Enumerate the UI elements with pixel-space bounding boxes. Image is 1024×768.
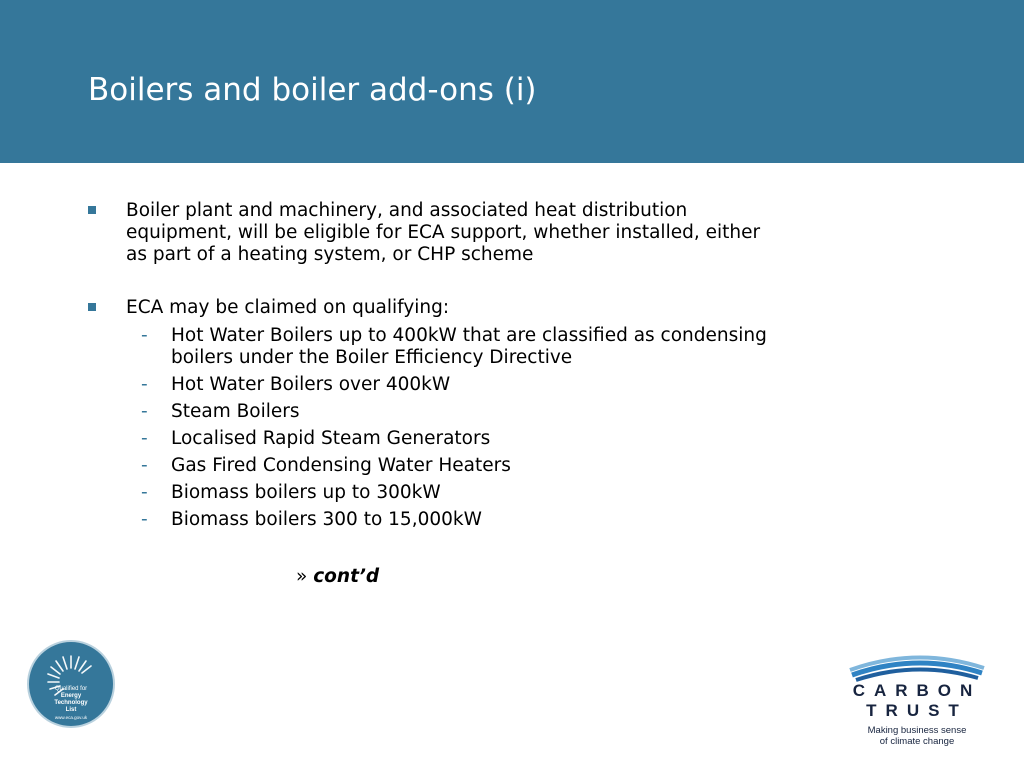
eca-badge: [27, 640, 115, 728]
badge-url: www.eca.gov.uk: [54, 715, 88, 720]
sub-item-line: boilers under the Boiler Efficiency Directive: [171, 347, 573, 368]
dash-marker: -: [141, 455, 148, 476]
sub-item-line: Hot Water Boilers up to 400kW that are classified as condensing: [171, 325, 767, 346]
wave-arcs-icon: [842, 648, 992, 684]
dash-marker: -: [141, 509, 148, 530]
sub-item: Biomass boilers 300 to 15,000kW: [171, 509, 482, 530]
logo-word-trust: TRUST: [866, 701, 968, 720]
title-bar: [0, 0, 1024, 163]
bullet-item: [126, 200, 926, 266]
bullet-line: Boiler plant and machinery, and associated heat distribution: [126, 200, 688, 221]
bullet-square-icon: [88, 206, 96, 214]
dash-marker: -: [141, 325, 148, 346]
sub-item: Gas Fired Condensing Water Heaters: [171, 455, 511, 476]
dash-marker: -: [141, 401, 148, 422]
dash-marker: -: [141, 428, 148, 449]
dash-marker: -: [141, 374, 148, 395]
bullet-line: as part of a heating system, or CHP scheme: [126, 244, 534, 265]
logo-tagline: Making business sense: [867, 725, 967, 736]
slide-title: Boilers and boiler add-ons (i): [88, 72, 537, 108]
bullet-line: ECA may be claimed on qualifying:: [126, 297, 450, 318]
sub-item: Hot Water Boilers over 400kW: [171, 374, 451, 395]
bullet-item: [126, 297, 926, 319]
sub-item: Localised Rapid Steam Generators: [171, 428, 491, 449]
badge-line: Qualified for: [54, 686, 88, 692]
badge-line: List: [65, 707, 77, 713]
badge-line: Technology: [54, 700, 88, 706]
continued-text: cont’d: [313, 566, 380, 587]
carbon-trust-logo: [842, 648, 992, 748]
sub-item: [171, 325, 931, 369]
bullet-square-icon: [88, 303, 96, 311]
bullet-line: equipment, will be eligible for ECA support, whether installed, either: [126, 222, 761, 243]
sub-item: Steam Boilers: [171, 401, 300, 422]
logo-word-carbon: CARBON: [852, 681, 982, 700]
continued-marker: »: [296, 566, 308, 587]
dash-marker: -: [141, 482, 148, 503]
continued-note: [296, 566, 379, 588]
badge-line: Energy: [60, 693, 82, 699]
logo-tagline: of climate change: [879, 736, 955, 747]
sub-item: Biomass boilers up to 300kW: [171, 482, 441, 503]
